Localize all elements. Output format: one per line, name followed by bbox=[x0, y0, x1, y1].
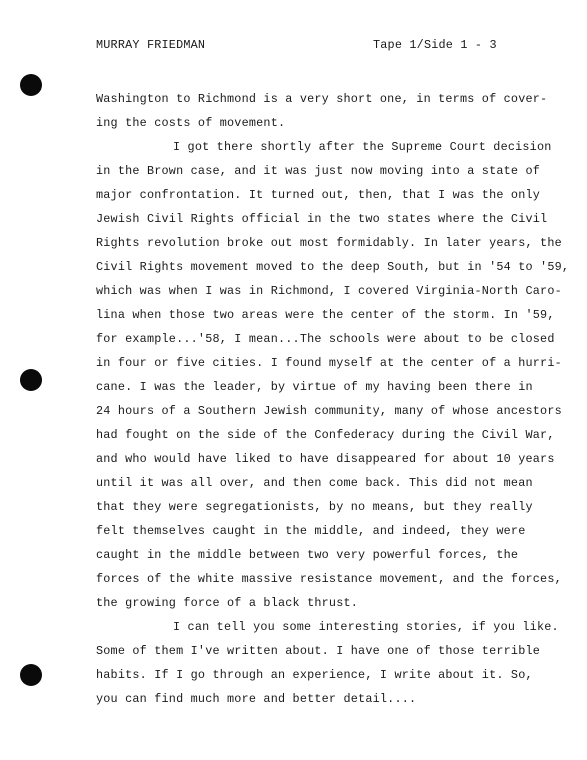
binder-hole-top bbox=[20, 74, 42, 96]
text-line: forces of the white massive resistance movement, and the forces, bbox=[96, 572, 562, 586]
text-line: habits. If I go through an experience, I write about it. So, bbox=[96, 668, 533, 682]
paragraph-start-line: I can tell you some interesting stories, if you like. bbox=[173, 620, 559, 634]
text-line: in the Brown case, and it was just now moving into a state of bbox=[96, 164, 541, 178]
text-line: Some of them I've written about. I have one of those terrible bbox=[96, 644, 541, 658]
text-line: Jewish Civil Rights official in the two states where the Civil bbox=[96, 212, 548, 226]
text-line: until it was all over, and then come back. This did not mean bbox=[96, 476, 533, 490]
text-line: lina when those two areas were the center of the storm. In '59, bbox=[96, 308, 555, 322]
tape-label: Tape 1/Side 1 - 3 bbox=[373, 38, 497, 52]
text-line: the growing force of a black thrust. bbox=[96, 596, 359, 610]
text-line: 24 hours of a Southern Jewish community, many of whose ancestors bbox=[96, 404, 562, 418]
text-line: felt themselves caught in the middle, and indeed, they were bbox=[96, 524, 526, 538]
text-line: for example...'58, I mean...The schools were about to be closed bbox=[96, 332, 555, 346]
text-line: and who would have liked to have disappeared for about 10 years bbox=[96, 452, 555, 466]
text-line: ing the costs of movement. bbox=[96, 116, 286, 130]
text-line: Civil Rights movement moved to the deep South, but in '54 to '59, bbox=[96, 260, 570, 274]
text-line: which was when I was in Richmond, I covered Virginia-North Caro- bbox=[96, 284, 562, 298]
paragraph-start-line: I got there shortly after the Supreme Court decision bbox=[173, 140, 552, 154]
binder-hole-middle bbox=[20, 369, 42, 391]
text-line: Rights revolution broke out most formidably. In later years, the bbox=[96, 236, 562, 250]
text-line: caught in the middle between two very powerful forces, the bbox=[96, 548, 519, 562]
interviewee-name: MURRAY FRIEDMAN bbox=[96, 38, 206, 52]
text-line: major confrontation. It turned out, then, that I was the only bbox=[96, 188, 541, 202]
text-line: cane. I was the leader, by virtue of my having been there in bbox=[96, 380, 533, 394]
text-line: had fought on the side of the Confederacy during the Civil War, bbox=[96, 428, 555, 442]
binder-hole-bottom bbox=[20, 664, 42, 686]
text-line: you can find much more and better detail.... bbox=[96, 692, 417, 706]
text-line: in four or five cities. I found myself at the center of a hurri- bbox=[96, 356, 562, 370]
text-line: Washington to Richmond is a very short one, in terms of cover- bbox=[96, 92, 548, 106]
text-line: that they were segregationists, by no means, but they really bbox=[96, 500, 533, 514]
